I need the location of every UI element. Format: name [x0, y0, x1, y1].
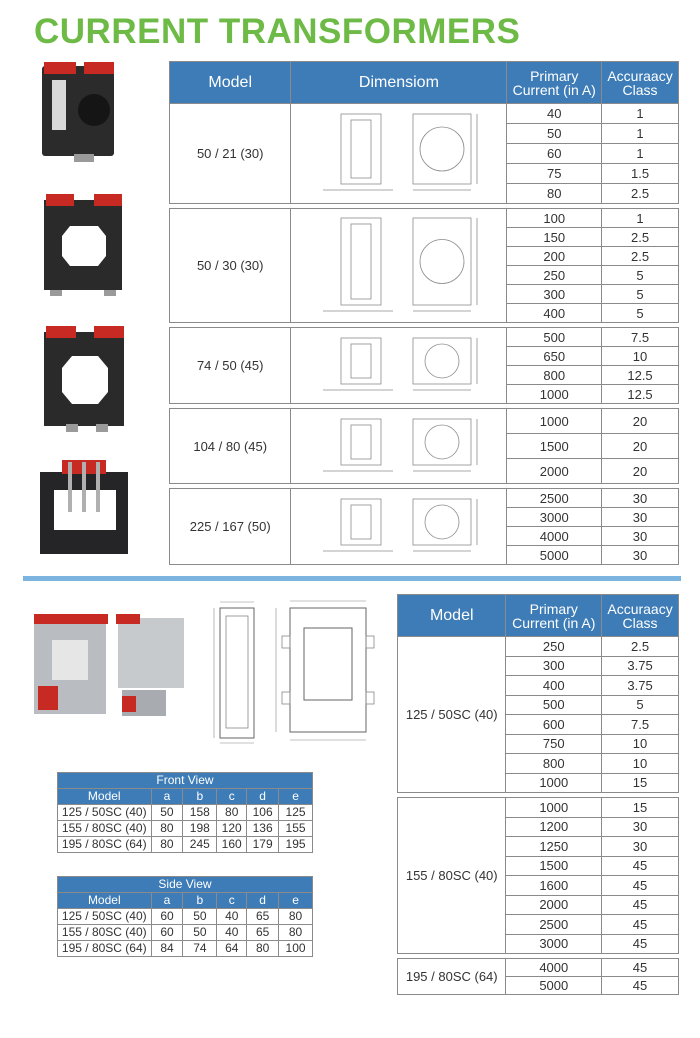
accuracy-class-cell: 1	[602, 144, 679, 164]
primary-current-cell: 2000	[506, 895, 602, 915]
dimension-value-cell: 60	[151, 909, 183, 925]
model-cell: 74 / 50 (45)	[170, 328, 291, 404]
column-header: Model	[58, 893, 152, 909]
dimension-drawing	[293, 210, 505, 317]
primary-current-cell: 600	[506, 715, 602, 735]
table-row	[58, 805, 313, 821]
accuracy-class-cell: 15	[602, 798, 679, 818]
primary-current-cell: 1000	[507, 385, 602, 404]
primary-current-cell: 4000	[506, 959, 602, 977]
primary-current-cell: 1000	[506, 773, 602, 793]
primary-current-cell: 2500	[507, 489, 602, 508]
dimension-value-cell: 125	[279, 805, 313, 821]
dimension-cell	[291, 209, 507, 323]
column-header: e	[279, 893, 313, 909]
primary-current-cell: 650	[507, 347, 602, 366]
column-header: c	[217, 789, 247, 805]
accuracy-class-cell: 5	[602, 304, 679, 323]
model-cell: 155 / 80SC (40)	[58, 925, 152, 941]
primary-current-cell: 500	[506, 695, 602, 715]
accuracy-class-cell: 20	[602, 434, 679, 459]
accuracy-class-cell: 10	[602, 754, 679, 774]
primary-current-cell: 1000	[506, 798, 602, 818]
model-cell: 225 / 167 (50)	[170, 489, 291, 565]
primary-current-cell: 250	[507, 266, 602, 285]
accuracy-class-cell: 7.5	[602, 328, 679, 347]
model-cell: 195 / 80SC (64)	[398, 959, 506, 995]
primary-current-cell: 1200	[506, 817, 602, 837]
accuracy-class-cell: 1.5	[602, 164, 679, 184]
section-divider	[23, 576, 681, 581]
accuracy-class-cell: 5	[602, 285, 679, 304]
dimension-value-cell: 40	[217, 925, 247, 941]
accuracy-class-cell: 1	[602, 209, 679, 228]
model-cell: 155 / 80SC (40)	[398, 798, 506, 954]
table-row	[398, 798, 679, 818]
accuracy-class-cell: 12.5	[602, 366, 679, 385]
accuracy-class-cell: 30	[602, 489, 679, 508]
sc-series-table	[397, 594, 679, 995]
table-row	[58, 941, 313, 957]
ct-photo-50-30	[40, 190, 128, 300]
dimension-drawing	[293, 411, 505, 477]
ct-photo-104-80	[38, 456, 130, 560]
side-view-table	[57, 876, 313, 957]
accuracy-class-cell: 7.5	[602, 715, 679, 735]
accuracy-class-cell: 45	[602, 934, 679, 954]
accuracy-class-cell: 2.5	[602, 637, 679, 657]
sc-header-model: Model	[398, 595, 506, 637]
column-header: a	[151, 893, 183, 909]
primary-current-cell: 1500	[506, 856, 602, 876]
dimension-drawing	[293, 330, 505, 396]
model-cell: 195 / 80SC (64)	[58, 837, 152, 853]
model-cell: 125 / 50SC (40)	[398, 637, 506, 793]
accuracy-class-cell: 3.75	[602, 676, 679, 696]
accuracy-class-cell: 30	[602, 527, 679, 546]
primary-current-cell: 3000	[507, 508, 602, 527]
primary-current-cell: 5000	[506, 977, 602, 995]
accuracy-class-cell: 10	[602, 347, 679, 366]
front-view-title: Front View	[58, 773, 313, 789]
column-header: b	[183, 893, 217, 909]
model-cell: 125 / 50SC (40)	[58, 805, 152, 821]
table-row	[58, 925, 313, 941]
dimension-cell	[291, 328, 507, 404]
dimension-value-cell: 65	[247, 925, 279, 941]
primary-current-cell: 750	[506, 734, 602, 754]
accuracy-class-cell: 45	[602, 915, 679, 935]
accuracy-class-cell: 20	[602, 409, 679, 434]
accuracy-class-cell: 2.5	[602, 228, 679, 247]
dimension-value-cell: 136	[247, 821, 279, 837]
dimension-value-cell: 160	[217, 837, 247, 853]
accuracy-class-cell: 2.5	[602, 247, 679, 266]
dimension-drawing	[293, 106, 505, 196]
primary-current-cell: 40	[507, 104, 602, 124]
table-row	[170, 209, 679, 228]
table-row	[170, 328, 679, 347]
ct-photo-50-21	[38, 60, 122, 166]
accuracy-class-cell: 45	[602, 959, 679, 977]
ct-photo-74-50	[40, 322, 130, 434]
primary-current-cell: 4000	[507, 527, 602, 546]
primary-current-cell: 50	[507, 124, 602, 144]
primary-current-cell: 400	[507, 304, 602, 323]
table-row	[398, 637, 679, 657]
primary-current-cell: 3000	[506, 934, 602, 954]
dimension-value-cell: 100	[279, 941, 313, 957]
primary-current-cell: 300	[506, 656, 602, 676]
dimension-drawing	[293, 491, 505, 557]
accuracy-class-cell: 2.5	[602, 184, 679, 204]
ct-photo-sc-series	[30, 610, 190, 720]
dimension-value-cell: 158	[183, 805, 217, 821]
column-header: e	[279, 789, 313, 805]
primary-current-cell: 400	[506, 676, 602, 696]
accuracy-class-cell: 5	[602, 266, 679, 285]
dimension-value-cell: 80	[151, 821, 183, 837]
table-row	[58, 909, 313, 925]
dimension-cell	[291, 104, 507, 204]
primary-current-cell: 800	[506, 754, 602, 774]
accuracy-class-cell: 3.75	[602, 656, 679, 676]
primary-current-cell: 300	[507, 285, 602, 304]
ct-main-table	[169, 61, 679, 565]
dimension-value-cell: 40	[217, 909, 247, 925]
accuracy-class-cell: 30	[602, 546, 679, 565]
primary-current-cell: 1250	[506, 837, 602, 857]
model-cell: 50 / 30 (30)	[170, 209, 291, 323]
accuracy-class-cell: 15	[602, 773, 679, 793]
accuracy-class-cell: 45	[602, 895, 679, 915]
accuracy-class-cell: 45	[602, 856, 679, 876]
primary-current-cell: 1500	[507, 434, 602, 459]
primary-current-cell: 75	[507, 164, 602, 184]
header-primary-current: Primary Current (in A)	[507, 62, 602, 104]
model-cell: 50 / 21 (30)	[170, 104, 291, 204]
dimension-value-cell: 84	[151, 941, 183, 957]
model-cell: 125 / 50SC (40)	[58, 909, 152, 925]
accuracy-class-cell: 1	[602, 124, 679, 144]
primary-current-cell: 250	[506, 637, 602, 657]
accuracy-class-cell: 30	[602, 837, 679, 857]
sc-side-drawing	[210, 596, 266, 748]
accuracy-class-cell: 5	[602, 695, 679, 715]
dimension-value-cell: 198	[183, 821, 217, 837]
column-header: a	[151, 789, 183, 805]
primary-current-cell: 100	[507, 209, 602, 228]
table-row	[58, 821, 313, 837]
dimension-value-cell: 50	[183, 909, 217, 925]
sc-header-accuracy-class: Accuraacy Class	[602, 595, 679, 637]
table-row	[398, 959, 679, 977]
primary-current-cell: 800	[507, 366, 602, 385]
dimension-value-cell: 50	[183, 925, 217, 941]
dimension-value-cell: 80	[151, 837, 183, 853]
dimension-value-cell: 195	[279, 837, 313, 853]
front-view-table	[57, 772, 313, 853]
dimension-cell	[291, 409, 507, 484]
column-header: b	[183, 789, 217, 805]
primary-current-cell: 2000	[507, 459, 602, 484]
model-cell: 155 / 80SC (40)	[58, 821, 152, 837]
column-header: c	[217, 893, 247, 909]
dimension-value-cell: 50	[151, 805, 183, 821]
accuracy-class-cell: 10	[602, 734, 679, 754]
primary-current-cell: 5000	[507, 546, 602, 565]
sc-front-drawing	[272, 596, 384, 748]
accuracy-class-cell: 30	[602, 817, 679, 837]
page-title: CURRENT TRANSFORMERS	[34, 12, 521, 51]
dimension-value-cell: 106	[247, 805, 279, 821]
column-header: d	[247, 893, 279, 909]
dimension-value-cell: 80	[279, 909, 313, 925]
accuracy-class-cell: 45	[602, 876, 679, 896]
dimension-value-cell: 80	[217, 805, 247, 821]
dimension-value-cell: 80	[279, 925, 313, 941]
dimension-value-cell: 65	[247, 909, 279, 925]
dimension-cell	[291, 489, 507, 565]
side-view-title: Side View	[58, 877, 313, 893]
primary-current-cell: 60	[507, 144, 602, 164]
dimension-value-cell: 120	[217, 821, 247, 837]
header-dimension: Dimensiom	[291, 62, 507, 104]
header-accuracy-class: Accuraacy Class	[602, 62, 679, 104]
header-model: Model	[170, 62, 291, 104]
primary-current-cell: 150	[507, 228, 602, 247]
model-cell: 104 / 80 (45)	[170, 409, 291, 484]
dimension-value-cell: 80	[247, 941, 279, 957]
accuracy-class-cell: 45	[602, 977, 679, 995]
table-row	[170, 409, 679, 434]
accuracy-class-cell: 12.5	[602, 385, 679, 404]
model-cell: 195 / 80SC (64)	[58, 941, 152, 957]
dimension-value-cell: 60	[151, 925, 183, 941]
table-row	[58, 837, 313, 853]
column-header: Model	[58, 789, 152, 805]
sc-header-primary-current: Primary Current (in A)	[506, 595, 602, 637]
primary-current-cell: 2500	[506, 915, 602, 935]
primary-current-cell: 200	[507, 247, 602, 266]
column-header: d	[247, 789, 279, 805]
primary-current-cell: 80	[507, 184, 602, 204]
primary-current-cell: 1000	[507, 409, 602, 434]
primary-current-cell: 500	[507, 328, 602, 347]
accuracy-class-cell: 20	[602, 459, 679, 484]
dimension-value-cell: 155	[279, 821, 313, 837]
dimension-value-cell: 245	[183, 837, 217, 853]
table-row	[170, 489, 679, 508]
accuracy-class-cell: 1	[602, 104, 679, 124]
primary-current-cell: 1600	[506, 876, 602, 896]
dimension-value-cell: 74	[183, 941, 217, 957]
dimension-value-cell: 64	[217, 941, 247, 957]
accuracy-class-cell: 30	[602, 508, 679, 527]
table-row	[170, 104, 679, 124]
dimension-value-cell: 179	[247, 837, 279, 853]
